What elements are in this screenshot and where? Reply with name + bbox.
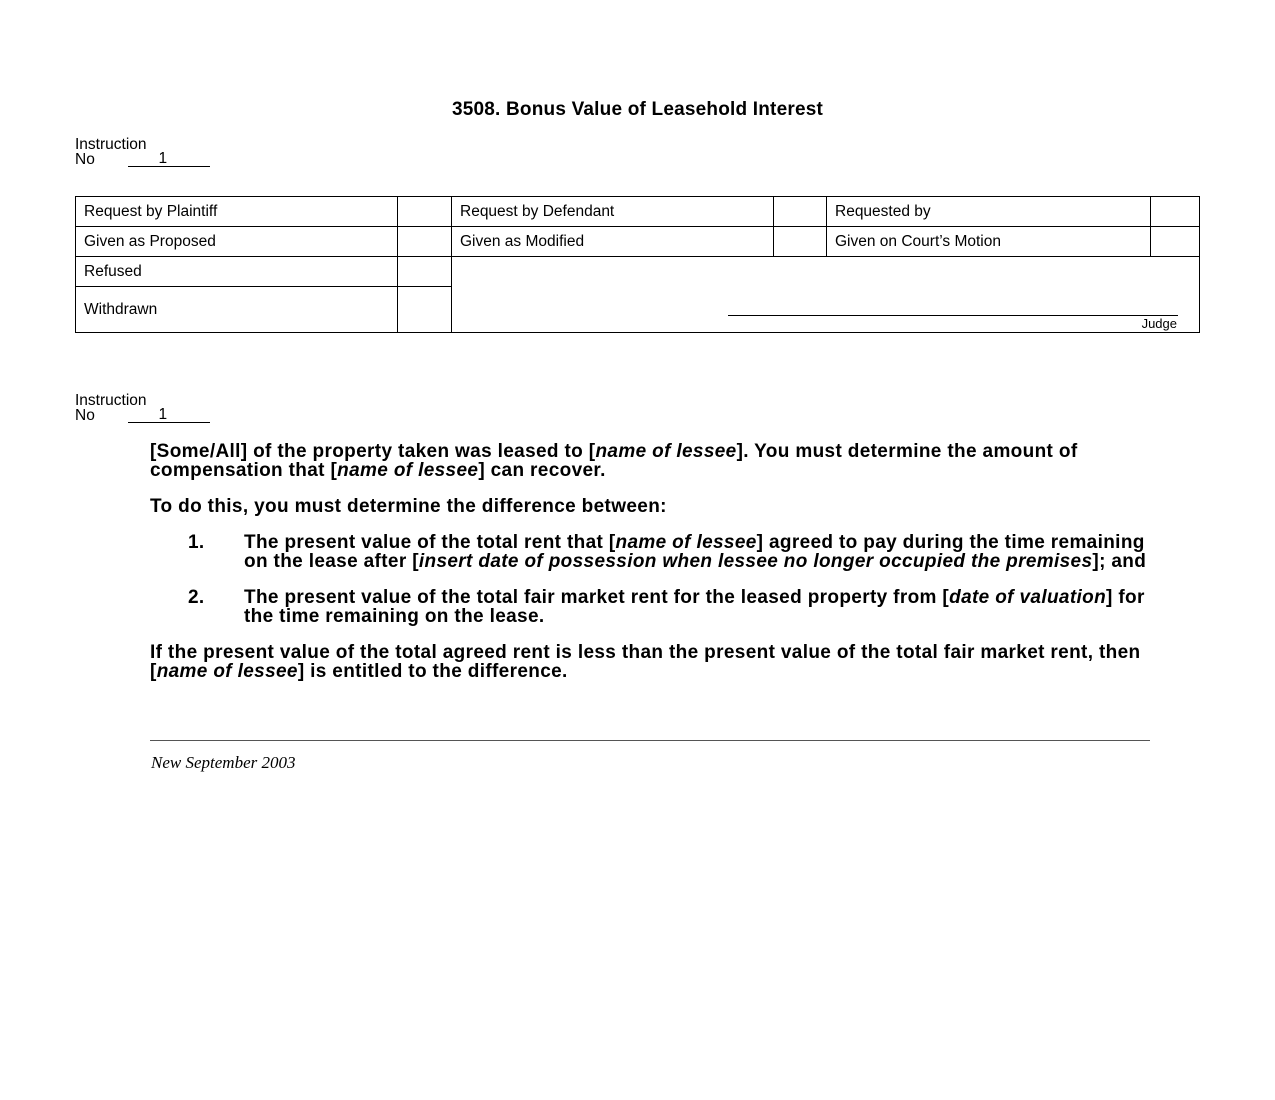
instruction-no-field bbox=[128, 408, 210, 423]
instruction-no-label: No bbox=[75, 407, 95, 424]
instruction-no-value: 1 bbox=[158, 150, 168, 167]
given-as-proposed-label: Given as Proposed bbox=[84, 232, 216, 250]
text-run: ] agreed to pay during the time remaining on the lease after [ bbox=[244, 532, 1145, 572]
instruction-paragraph: To do this, you must determine the difference between: bbox=[150, 496, 667, 517]
refused-label: Refused bbox=[84, 262, 142, 280]
request-by-defendant-label: Request by Defendant bbox=[460, 202, 615, 220]
text-run: ]; and bbox=[1092, 551, 1147, 572]
list-item bbox=[188, 533, 1150, 571]
placeholder-text: name of lessee bbox=[337, 460, 479, 481]
list-item-number: 1. bbox=[188, 532, 205, 553]
given-as-modified-checkbox[interactable] bbox=[774, 227, 826, 256]
placeholder-text: name of lessee bbox=[615, 532, 757, 553]
text-run: If the present value of the total agreed rent is less than the present value of the total fair market rent, then [ bbox=[150, 642, 1141, 682]
instruction-no-value: 1 bbox=[158, 406, 168, 423]
text-run: [Some/All] of the property taken was leased to [ bbox=[150, 441, 596, 462]
instruction-no-label: No bbox=[75, 151, 95, 168]
text-run: ]. You must determine the amount of compensation that [ bbox=[150, 441, 1078, 481]
requested-by-checkbox[interactable] bbox=[1151, 197, 1199, 226]
text-run: ] is entitled to the difference. bbox=[297, 661, 568, 682]
instruction-paragraph bbox=[150, 643, 1150, 681]
text-run: ] can recover. bbox=[478, 460, 606, 481]
requested-by-label: Requested by bbox=[835, 202, 931, 220]
judge-signature-line[interactable] bbox=[728, 315, 1178, 316]
list-item bbox=[188, 588, 1150, 626]
revision-note: New September 2003 bbox=[151, 753, 296, 772]
given-on-courts-motion-checkbox[interactable] bbox=[1151, 227, 1199, 256]
text-run: ] for the time remaining on the lease. bbox=[244, 587, 1145, 627]
request-by-plaintiff-label: Request by Plaintiff bbox=[84, 202, 218, 220]
list-item-text bbox=[244, 533, 1150, 571]
list-item-number: 2. bbox=[188, 587, 205, 608]
judge-label: Judge bbox=[1141, 316, 1177, 331]
given-as-modified-label: Given as Modified bbox=[460, 232, 585, 250]
placeholder-text: date of valuation bbox=[949, 587, 1107, 608]
instruction-paragraph bbox=[150, 442, 1150, 480]
text-run: The present value of the total rent that [ bbox=[244, 532, 616, 553]
text-run: The present value of the total fair market rent for the leased property from [ bbox=[244, 587, 950, 608]
page-title: 3508. Bonus Value of Leasehold Interest bbox=[451, 99, 824, 120]
instruction-disposition-table bbox=[75, 196, 1200, 333]
request-by-plaintiff-checkbox[interactable] bbox=[398, 197, 451, 226]
placeholder-text: name of lessee bbox=[595, 441, 737, 462]
instruction-number-header-body bbox=[75, 393, 210, 423]
list-item-text bbox=[244, 588, 1150, 626]
instruction-label: Instruction bbox=[75, 392, 147, 409]
instruction-no-field bbox=[128, 152, 210, 167]
placeholder-text: insert date of possession when lessee no longer occupied the premises bbox=[418, 551, 1093, 572]
withdrawn-label: Withdrawn bbox=[84, 300, 158, 318]
footer-divider bbox=[150, 740, 1150, 741]
withdrawn-checkbox[interactable] bbox=[398, 287, 451, 332]
instruction-body bbox=[150, 442, 1150, 698]
instruction-label: Instruction bbox=[75, 136, 147, 153]
placeholder-text: name of lessee bbox=[156, 661, 298, 682]
given-as-proposed-checkbox[interactable] bbox=[398, 227, 451, 256]
request-by-defendant-checkbox[interactable] bbox=[774, 197, 826, 226]
instruction-number-header bbox=[75, 137, 210, 167]
refused-checkbox[interactable] bbox=[398, 257, 451, 286]
given-on-courts-motion-label: Given on Court’s Motion bbox=[835, 232, 1001, 250]
